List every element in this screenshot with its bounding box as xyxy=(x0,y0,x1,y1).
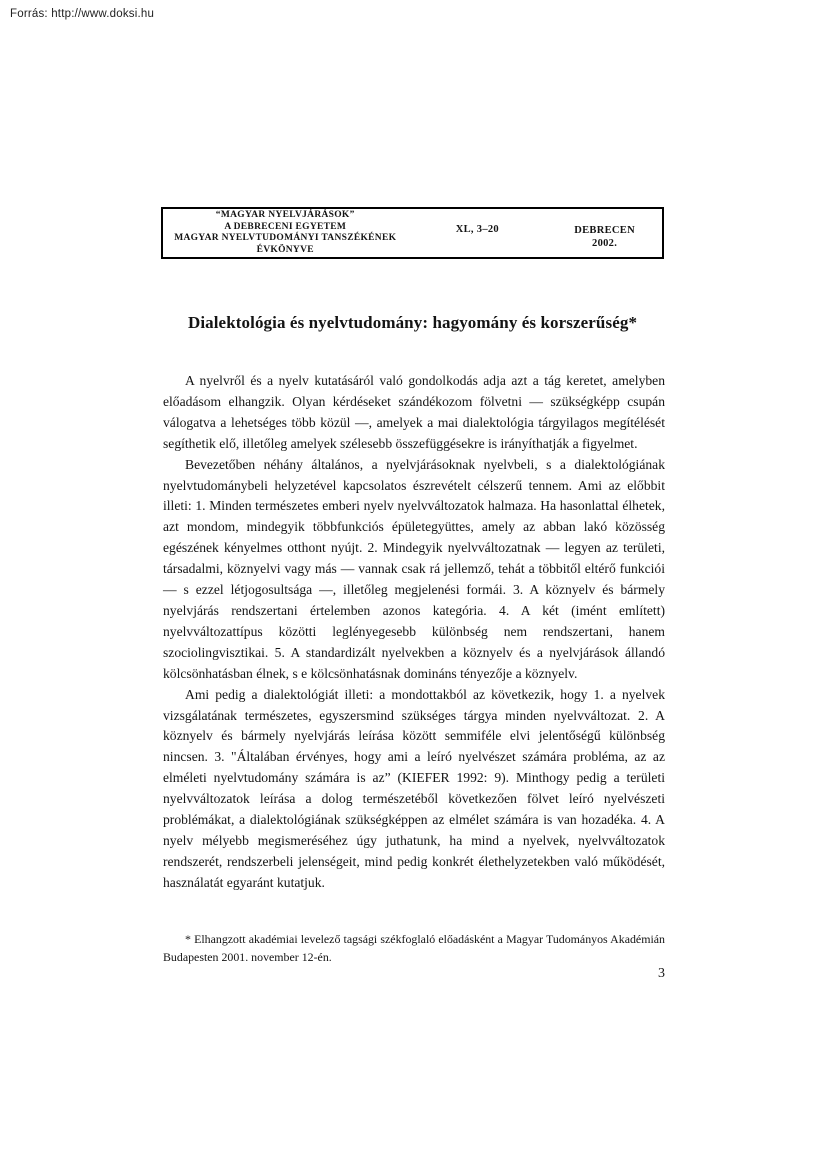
page-number: 3 xyxy=(658,966,665,981)
body-paragraph: Bevezetőben néhány általános, a nyelvjárásoknak nyelvbeli, s a dialektológiának nyelvtudománybeli helyzetével kapcsolatos észrevételt célszerű tennem. Ami az előbbit illeti: 1. Minden természetes emberi nyelv nyelvváltozatok halmaza. Ha hasonlattal élhetek, azt mondom, mindegyik többfunkciós épületegyüttes, amely az abban lakó közösség egészének kényelmes otthont nyújt. 2. Mindegyik nyelvváltozatnak — legyen az területi, társadalmi, köznyelvi vagy más — vannak csak rá jellemző, tehát a többitől eltérő funkciói — s ezzel létjogosultsága —, illetőleg megjelenési formái. 3. A köznyelv és bármely nyelvjárás rendszertani értelemben azonos kategória. 4. A két (imént említett) nyelvváltozattípus közötti leglényegesebb különbség nem rendszertani, hanem szociolingvisztikai. 5. A standardizált nyelvekben a köznyelv és a nyelvjárások állandó kölcsönhatásban élnek, s e kölcsönhatásnak domináns tényezője a köznyelv. xyxy=(163,456,665,681)
footnote: * Elhangzott akadémiai levelező tagsági székfoglaló előadásként a Magyar Tudományos Akadémián Budapesten 2001. november 12-én. xyxy=(163,932,665,964)
journal-volume-pages: XL, 3–20 xyxy=(455,224,499,235)
journal-name-line: “MAGYAR NYELVJÁRÁSOK” xyxy=(215,210,355,220)
journal-place-year-block xyxy=(547,209,662,257)
journal-city: DEBRECEN xyxy=(574,225,635,236)
journal-name-line: MAGYAR NYELVTUDOMÁNYI TANSZÉKÉNEK xyxy=(174,233,397,243)
journal-name-line: A DEBRECENI EGYETEM xyxy=(224,221,347,232)
article-title: Dialektológia és nyelvtudomány: hagyomány és korszerűség* xyxy=(187,313,638,332)
body-paragraph: Ami pedig a dialektológiát illeti: a mondottakból az következik, hogy 1. a nyelvek vizsgálatának természetes, egyszersmind szükséges tárgya minden nyelvváltozat. 2. A köznyelv és bármely nyelvjárás leírása között semmiféle elvi jelentőségű különbség nincsen. 3. "Általában érvényes, hogy ami a leíró nyelvészet számára probléma, az az elméleti nyelvtudomány számára is az” (KIEFER 1992: 9). Minthogy pedig a területi nyelvváltozatok leírása a dolog természetéből következően fölvet leíró nyelvészeti problémákat, a dialektológiának szükségképpen az elmélet számára is van hozadéka. 4. A nyelv mélyebb megismeréséhez úgy juthatunk, ha mind a nyelvek, nyelvváltozatok rendszerét, rendszerbeli jelenségeit, mind pedig konkrét élethelyzetekben való működését, használatát egyaránt kutatjuk. xyxy=(163,686,665,890)
article-body xyxy=(163,371,665,894)
source-watermark: Forrás: http://www.doksi.hu xyxy=(10,8,155,20)
journal-year: 2002. xyxy=(592,238,618,249)
journal-header-box xyxy=(161,207,664,259)
body-paragraph: A nyelvről és a nyelv kutatásáról való gondolkodás adja azt a tág keretet, amelyben előadásom elhangzik. Olyan kérdéseket szándékozom fölvetni — szükségképp csupán válogatva a lehetséges több közül —, amelyek a mai dialektológia tárgyilagos megítélését segíthetik elő, illetőleg amelyek szélesebb összefüggésekre is irányíthatják a figyelmet. xyxy=(163,373,665,451)
journal-name-block xyxy=(163,209,408,257)
journal-name-line: ÉVKÖNYVE xyxy=(256,244,314,255)
